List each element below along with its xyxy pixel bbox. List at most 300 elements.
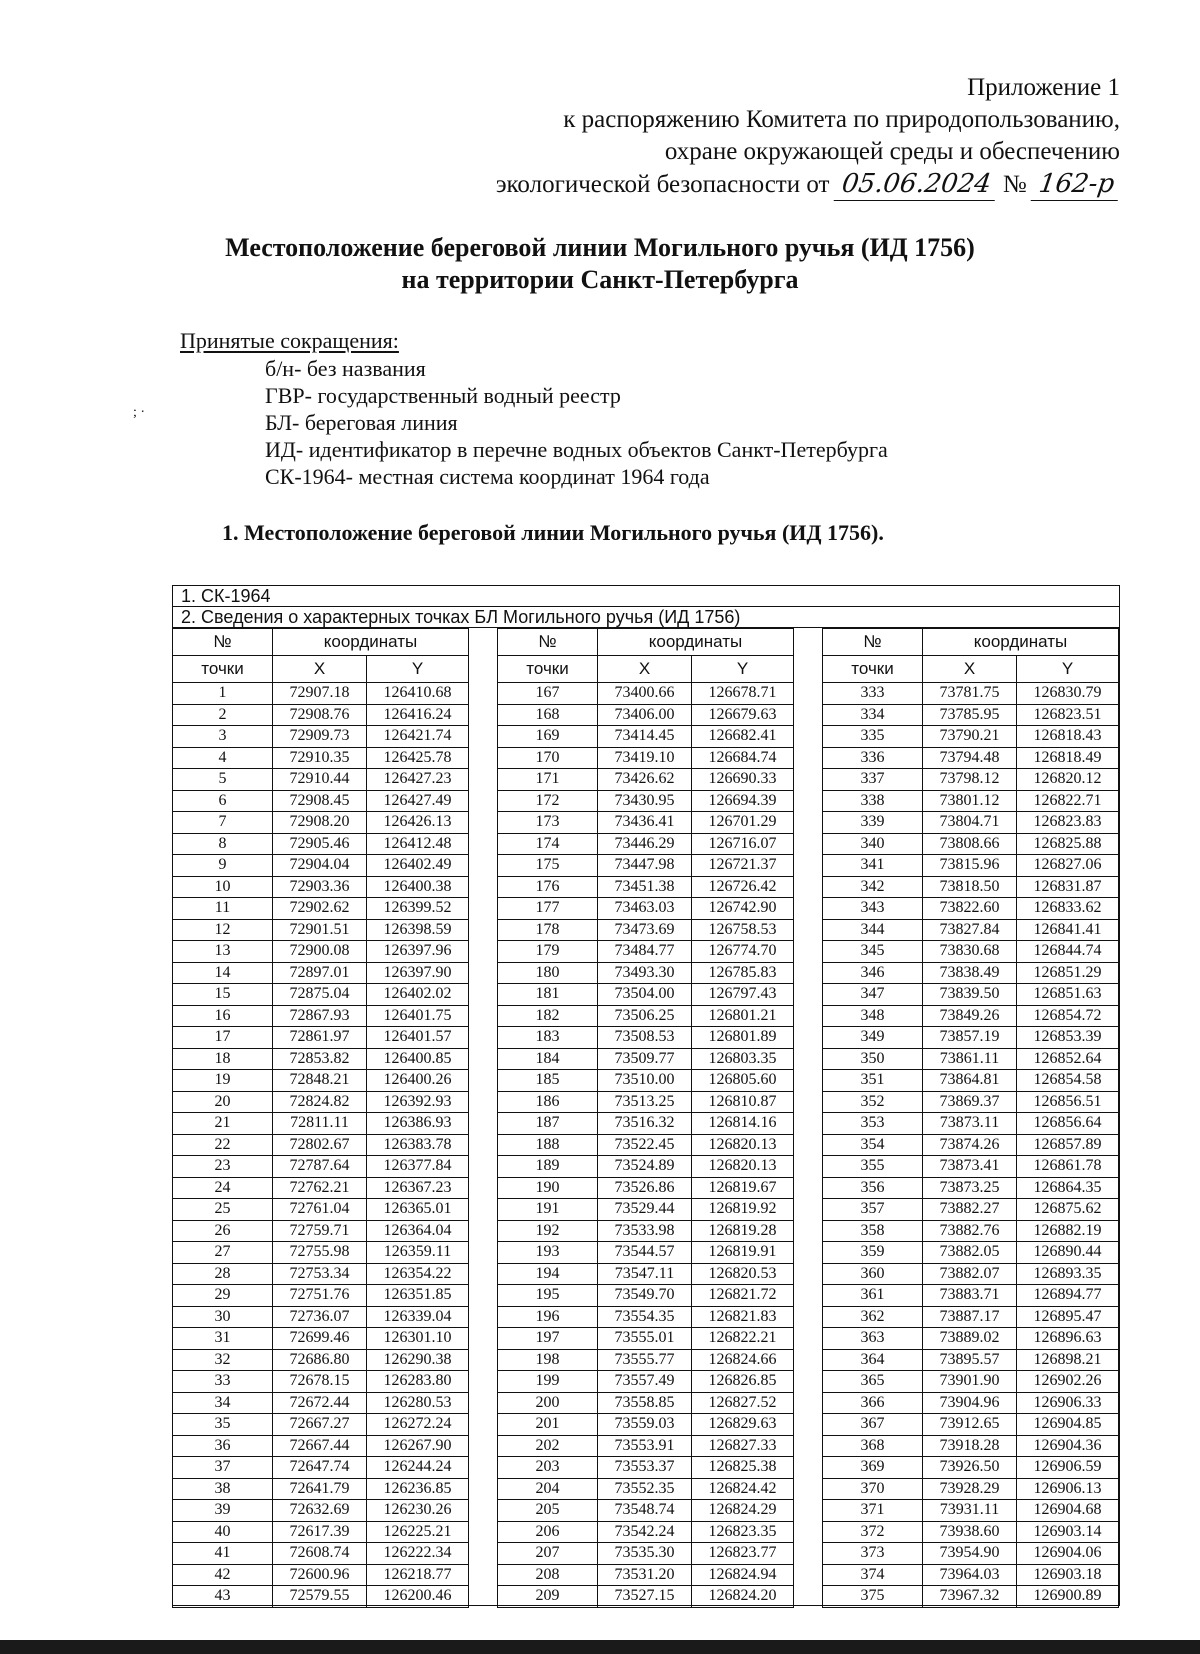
x-coordinate-cell: 73419.10 — [598, 747, 692, 769]
table-row — [498, 683, 794, 705]
table-row — [173, 726, 469, 748]
table-row — [498, 1328, 794, 1350]
point-number-cell: 182 — [498, 1005, 598, 1027]
point-number-cell: 5 — [173, 769, 273, 791]
point-number-cell: 184 — [498, 1048, 598, 1070]
x-coordinate-cell: 73447.98 — [598, 855, 692, 877]
table-row — [498, 1177, 794, 1199]
x-coordinate-cell: 73938.60 — [923, 1521, 1017, 1543]
y-coordinate-cell: 126822.21 — [692, 1328, 794, 1350]
y-coordinate-cell: 126898.21 — [1017, 1349, 1119, 1371]
point-number-cell: 27 — [173, 1242, 273, 1264]
table-row — [173, 1134, 469, 1156]
y-coordinate-cell: 126402.49 — [367, 855, 469, 877]
x-coordinate-cell: 72908.45 — [273, 790, 367, 812]
point-number-header: № — [173, 629, 273, 656]
x-coordinate-cell: 73463.03 — [598, 898, 692, 920]
y-coordinate-cell: 126410.68 — [367, 683, 469, 705]
point-number-cell: 34 — [173, 1392, 273, 1414]
table-row — [173, 1521, 469, 1543]
table-row — [823, 984, 1119, 1006]
point-number-cell: 30 — [173, 1306, 273, 1328]
point-number-cell: 177 — [498, 898, 598, 920]
y-coordinate-cell: 126851.29 — [1017, 962, 1119, 984]
y-coordinate-cell: 126824.29 — [692, 1500, 794, 1522]
table-row — [823, 919, 1119, 941]
point-number-cell: 203 — [498, 1457, 598, 1479]
point-number-cell: 374 — [823, 1564, 923, 1586]
table-row — [173, 1543, 469, 1565]
y-coordinate-cell: 126893.35 — [1017, 1263, 1119, 1285]
x-coordinate-cell: 72853.82 — [273, 1048, 367, 1070]
point-number-cell: 4 — [173, 747, 273, 769]
coordinate-system-row: 1. СК-1964 — [172, 585, 1120, 607]
x-coordinate-cell: 72667.44 — [273, 1435, 367, 1457]
table-row — [173, 1564, 469, 1586]
point-number-header: № — [823, 629, 923, 656]
table-row — [823, 876, 1119, 898]
table-row — [498, 898, 794, 920]
x-coordinate-cell: 73552.35 — [598, 1478, 692, 1500]
abbreviations-heading: Принятые сокращения: — [180, 328, 399, 353]
point-number-cell: 347 — [823, 984, 923, 1006]
y-coordinate-cell: 126833.62 — [1017, 898, 1119, 920]
point-number-cell: 369 — [823, 1457, 923, 1479]
y-coordinate-cell: 126820.13 — [692, 1134, 794, 1156]
x-coordinate-cell: 73516.32 — [598, 1113, 692, 1135]
x-coordinate-cell: 72848.21 — [273, 1070, 367, 1092]
table-row — [173, 1113, 469, 1135]
table-row — [823, 1242, 1119, 1264]
point-number-cell: 343 — [823, 898, 923, 920]
x-coordinate-cell: 73548.74 — [598, 1500, 692, 1522]
table-row — [823, 1543, 1119, 1565]
y-header: Y — [367, 656, 469, 683]
x-coordinate-cell: 72753.34 — [273, 1263, 367, 1285]
table-row — [823, 790, 1119, 812]
x-coordinate-cell: 72875.04 — [273, 984, 367, 1006]
y-coordinate-cell: 126820.12 — [1017, 769, 1119, 791]
x-coordinate-cell: 73928.29 — [923, 1478, 1017, 1500]
x-coordinate-cell: 73473.69 — [598, 919, 692, 941]
table-row — [173, 833, 469, 855]
y-coordinate-cell: 126844.74 — [1017, 941, 1119, 963]
y-coordinate-cell: 126823.51 — [1017, 704, 1119, 726]
y-coordinate-cell: 126861.78 — [1017, 1156, 1119, 1178]
table-row — [498, 726, 794, 748]
y-coordinate-cell: 126785.83 — [692, 962, 794, 984]
x-coordinate-cell: 73400.66 — [598, 683, 692, 705]
x-coordinate-cell: 73451.38 — [598, 876, 692, 898]
y-coordinate-cell: 126819.67 — [692, 1177, 794, 1199]
table-row — [173, 1478, 469, 1500]
y-coordinate-cell: 126392.93 — [367, 1091, 469, 1113]
point-number-cell: 21 — [173, 1113, 273, 1135]
order-reference-line-3 — [400, 168, 1120, 201]
y-coordinate-cell: 126841.41 — [1017, 919, 1119, 941]
table-row — [173, 1156, 469, 1178]
x-coordinate-cell: 73554.35 — [598, 1306, 692, 1328]
table-row — [173, 1091, 469, 1113]
y-coordinate-cell: 126819.91 — [692, 1242, 794, 1264]
point-number-cell: 8 — [173, 833, 273, 855]
x-coordinate-cell: 72811.11 — [273, 1113, 367, 1135]
x-coordinate-cell: 73798.12 — [923, 769, 1017, 791]
point-number-cell: 171 — [498, 769, 598, 791]
x-coordinate-cell: 72861.97 — [273, 1027, 367, 1049]
point-number-subheader: точки — [823, 656, 923, 683]
point-number-cell: 357 — [823, 1199, 923, 1221]
y-coordinate-cell: 126339.04 — [367, 1306, 469, 1328]
y-coordinate-cell: 126400.85 — [367, 1048, 469, 1070]
point-number-cell: 198 — [498, 1349, 598, 1371]
point-number-cell: 2 — [173, 704, 273, 726]
point-number-cell: 168 — [498, 704, 598, 726]
point-number-cell: 19 — [173, 1070, 273, 1092]
y-coordinate-cell: 126903.18 — [1017, 1564, 1119, 1586]
y-coordinate-cell: 126267.90 — [367, 1435, 469, 1457]
x-coordinate-cell: 72672.44 — [273, 1392, 367, 1414]
x-coordinate-cell: 72762.21 — [273, 1177, 367, 1199]
table-row — [823, 1263, 1119, 1285]
y-coordinate-cell: 126230.26 — [367, 1500, 469, 1522]
table-row — [498, 876, 794, 898]
x-coordinate-cell: 72686.80 — [273, 1349, 367, 1371]
x-coordinate-cell: 72905.46 — [273, 833, 367, 855]
table-row — [498, 704, 794, 726]
y-coordinate-cell: 126820.13 — [692, 1156, 794, 1178]
handwritten-date: 05.06.2024 — [833, 168, 999, 201]
x-coordinate-cell: 73808.66 — [923, 833, 1017, 855]
point-number-cell: 354 — [823, 1134, 923, 1156]
point-number-cell: 209 — [498, 1586, 598, 1608]
x-coordinate-cell: 73513.25 — [598, 1091, 692, 1113]
table-row — [173, 941, 469, 963]
x-coordinate-cell: 73827.84 — [923, 919, 1017, 941]
table-row — [823, 1564, 1119, 1586]
table-row — [173, 1586, 469, 1608]
point-number-cell: 14 — [173, 962, 273, 984]
x-coordinate-cell: 72901.51 — [273, 919, 367, 941]
point-number-cell: 335 — [823, 726, 923, 748]
x-coordinate-cell: 73818.50 — [923, 876, 1017, 898]
point-number-cell: 28 — [173, 1263, 273, 1285]
x-coordinate-cell: 73861.11 — [923, 1048, 1017, 1070]
y-coordinate-cell: 126895.47 — [1017, 1306, 1119, 1328]
point-number-cell: 42 — [173, 1564, 273, 1586]
point-number-cell: 364 — [823, 1349, 923, 1371]
x-coordinate-cell: 72600.96 — [273, 1564, 367, 1586]
table-row — [173, 1199, 469, 1221]
y-coordinate-cell: 126682.41 — [692, 726, 794, 748]
y-coordinate-cell: 126904.68 — [1017, 1500, 1119, 1522]
y-coordinate-cell: 126225.21 — [367, 1521, 469, 1543]
point-number-cell: 206 — [498, 1521, 598, 1543]
point-number-cell: 192 — [498, 1220, 598, 1242]
x-coordinate-cell: 73889.02 — [923, 1328, 1017, 1350]
y-coordinate-cell: 126810.87 — [692, 1091, 794, 1113]
x-coordinate-cell: 72897.01 — [273, 962, 367, 984]
point-number-cell: 43 — [173, 1586, 273, 1608]
x-coordinate-cell: 72904.04 — [273, 855, 367, 877]
x-coordinate-cell: 73493.30 — [598, 962, 692, 984]
y-coordinate-cell: 126383.78 — [367, 1134, 469, 1156]
table-row — [498, 1220, 794, 1242]
point-number-cell: 172 — [498, 790, 598, 812]
y-coordinate-cell: 126690.33 — [692, 769, 794, 791]
document-title-line-2: на территории Санкт-Петербурга — [401, 265, 799, 294]
x-coordinate-cell: 73873.25 — [923, 1177, 1017, 1199]
y-coordinate-cell: 126822.71 — [1017, 790, 1119, 812]
x-coordinate-cell: 73406.00 — [598, 704, 692, 726]
abbreviation-item: ИД- идентификатор в перечне водных объектов Санкт-Петербурга — [265, 437, 888, 462]
y-coordinate-cell: 126280.53 — [367, 1392, 469, 1414]
point-number-cell: 29 — [173, 1285, 273, 1307]
table-row — [498, 1306, 794, 1328]
y-coordinate-cell: 126826.85 — [692, 1371, 794, 1393]
x-coordinate-cell: 72759.71 — [273, 1220, 367, 1242]
table-row — [498, 1392, 794, 1414]
table-row — [173, 683, 469, 705]
y-coordinate-cell: 126400.26 — [367, 1070, 469, 1092]
y-coordinate-cell: 126904.06 — [1017, 1543, 1119, 1565]
point-number-cell: 3 — [173, 726, 273, 748]
x-coordinate-cell: 73849.26 — [923, 1005, 1017, 1027]
y-coordinate-cell: 126412.48 — [367, 833, 469, 855]
x-coordinate-cell: 73904.96 — [923, 1392, 1017, 1414]
table-row — [173, 1414, 469, 1436]
point-number-cell: 336 — [823, 747, 923, 769]
x-coordinate-cell: 72908.20 — [273, 812, 367, 834]
table-row — [498, 1478, 794, 1500]
x-coordinate-cell: 73509.77 — [598, 1048, 692, 1070]
y-coordinate-cell: 126819.28 — [692, 1220, 794, 1242]
table-row — [173, 1349, 469, 1371]
y-coordinate-cell: 126824.94 — [692, 1564, 794, 1586]
y-coordinate-cell: 126801.21 — [692, 1005, 794, 1027]
table-row — [823, 769, 1119, 791]
table-row — [173, 1285, 469, 1307]
y-coordinate-cell: 126397.90 — [367, 962, 469, 984]
point-number-cell: 359 — [823, 1242, 923, 1264]
y-coordinate-cell: 126819.92 — [692, 1199, 794, 1221]
point-number-cell: 167 — [498, 683, 598, 705]
table-row — [823, 1005, 1119, 1027]
table-row — [173, 704, 469, 726]
document-title — [0, 232, 1200, 296]
x-coordinate-cell: 72900.08 — [273, 941, 367, 963]
x-coordinate-cell: 73801.12 — [923, 790, 1017, 812]
point-number-cell: 350 — [823, 1048, 923, 1070]
table-row — [498, 984, 794, 1006]
table-row — [498, 919, 794, 941]
point-number-cell: 196 — [498, 1306, 598, 1328]
x-coordinate-cell: 73781.75 — [923, 683, 1017, 705]
table-row — [823, 1134, 1119, 1156]
handwritten-order-number: 162-р — [1031, 168, 1123, 201]
y-coordinate-cell: 126823.77 — [692, 1543, 794, 1565]
table-row — [173, 1306, 469, 1328]
y-coordinate-cell: 126864.35 — [1017, 1177, 1119, 1199]
point-number-cell: 338 — [823, 790, 923, 812]
point-number-cell: 1 — [173, 683, 273, 705]
x-coordinate-cell: 73918.28 — [923, 1435, 1017, 1457]
point-number-cell: 363 — [823, 1328, 923, 1350]
point-number-subheader: точки — [498, 656, 598, 683]
x-coordinate-cell: 73873.41 — [923, 1156, 1017, 1178]
point-number-cell: 361 — [823, 1285, 923, 1307]
y-coordinate-cell: 126301.10 — [367, 1328, 469, 1350]
x-coordinate-cell: 73555.01 — [598, 1328, 692, 1350]
scan-edge — [0, 1640, 1200, 1654]
coordinates-body — [173, 683, 469, 1608]
x-coordinate-cell: 73558.85 — [598, 1392, 692, 1414]
table-row — [823, 1478, 1119, 1500]
table-row — [498, 1371, 794, 1393]
table-row — [823, 1091, 1119, 1113]
y-coordinate-cell: 126821.72 — [692, 1285, 794, 1307]
y-coordinate-cell: 126906.59 — [1017, 1457, 1119, 1479]
y-coordinate-cell: 126272.24 — [367, 1414, 469, 1436]
x-coordinate-cell: 73522.45 — [598, 1134, 692, 1156]
y-coordinate-cell: 126856.64 — [1017, 1113, 1119, 1135]
y-coordinate-cell: 126398.59 — [367, 919, 469, 941]
point-number-cell: 201 — [498, 1414, 598, 1436]
table-row — [823, 683, 1119, 705]
coordinates-body — [498, 683, 794, 1608]
y-coordinate-cell: 126902.26 — [1017, 1371, 1119, 1393]
point-number-cell: 183 — [498, 1027, 598, 1049]
point-number-cell: 194 — [498, 1263, 598, 1285]
point-number-cell: 181 — [498, 984, 598, 1006]
point-number-cell: 17 — [173, 1027, 273, 1049]
y-coordinate-cell: 126742.90 — [692, 898, 794, 920]
coordinates-table-3 — [822, 628, 1119, 1608]
point-number-cell: 169 — [498, 726, 598, 748]
table-row — [498, 1070, 794, 1092]
y-coordinate-cell: 126906.13 — [1017, 1478, 1119, 1500]
y-header: Y — [1017, 656, 1119, 683]
y-coordinate-cell: 126904.36 — [1017, 1435, 1119, 1457]
x-coordinate-cell: 73901.90 — [923, 1371, 1017, 1393]
table-row — [173, 1457, 469, 1479]
table-row — [498, 1543, 794, 1565]
x-coordinate-cell: 72867.93 — [273, 1005, 367, 1027]
table-row — [173, 984, 469, 1006]
point-number-cell: 353 — [823, 1113, 923, 1135]
x-coordinate-cell: 73926.50 — [923, 1457, 1017, 1479]
y-coordinate-cell: 126367.23 — [367, 1177, 469, 1199]
table-row — [498, 1242, 794, 1264]
point-number-cell: 346 — [823, 962, 923, 984]
point-number-cell: 191 — [498, 1199, 598, 1221]
point-number-cell: 373 — [823, 1543, 923, 1565]
y-coordinate-cell: 126906.33 — [1017, 1392, 1119, 1414]
y-coordinate-cell: 126797.43 — [692, 984, 794, 1006]
appendix-label: Приложение 1 — [967, 74, 1120, 101]
x-coordinate-cell: 73857.19 — [923, 1027, 1017, 1049]
table-row — [173, 812, 469, 834]
x-coordinate-cell: 73506.25 — [598, 1005, 692, 1027]
table-row — [498, 1457, 794, 1479]
y-coordinate-cell: 126290.38 — [367, 1349, 469, 1371]
table-row — [498, 1156, 794, 1178]
order-reference-line-1: к распоряжению Комитета по природопользованию, — [563, 106, 1120, 133]
y-coordinate-cell: 126821.83 — [692, 1306, 794, 1328]
order-reference-prefix: экологической безопасности от — [495, 171, 830, 198]
y-coordinate-cell: 126351.85 — [367, 1285, 469, 1307]
x-coordinate-cell: 73882.27 — [923, 1199, 1017, 1221]
table-row — [498, 1586, 794, 1608]
table-row — [173, 1048, 469, 1070]
x-coordinate-cell: 73869.37 — [923, 1091, 1017, 1113]
table-row — [823, 1457, 1119, 1479]
y-coordinate-cell: 126678.71 — [692, 683, 794, 705]
table-row — [498, 769, 794, 791]
table-row — [173, 876, 469, 898]
x-coordinate-cell: 73882.05 — [923, 1242, 1017, 1264]
x-coordinate-cell: 72903.36 — [273, 876, 367, 898]
y-coordinate-cell: 126684.74 — [692, 747, 794, 769]
point-number-cell: 176 — [498, 876, 598, 898]
table-row — [498, 1435, 794, 1457]
point-number-cell: 344 — [823, 919, 923, 941]
point-number-cell: 35 — [173, 1414, 273, 1436]
x-coordinate-cell: 73912.65 — [923, 1414, 1017, 1436]
point-number-cell: 32 — [173, 1349, 273, 1371]
point-number-cell: 37 — [173, 1457, 273, 1479]
table-row — [498, 1263, 794, 1285]
scan-artifact: ; · — [133, 405, 146, 420]
table-row — [823, 1392, 1119, 1414]
table-row — [173, 1371, 469, 1393]
table-row — [823, 1371, 1119, 1393]
point-number-cell: 193 — [498, 1242, 598, 1264]
y-coordinate-cell: 126904.85 — [1017, 1414, 1119, 1436]
table-row — [823, 833, 1119, 855]
point-number-cell: 195 — [498, 1285, 598, 1307]
x-coordinate-cell: 73931.11 — [923, 1500, 1017, 1522]
y-coordinate-cell: 126875.62 — [1017, 1199, 1119, 1221]
table-row — [173, 790, 469, 812]
x-coordinate-cell: 73542.24 — [598, 1521, 692, 1543]
x-coordinate-cell: 73430.95 — [598, 790, 692, 812]
point-number-cell: 9 — [173, 855, 273, 877]
x-coordinate-cell: 72824.82 — [273, 1091, 367, 1113]
y-coordinate-cell: 126851.63 — [1017, 984, 1119, 1006]
point-number-cell: 200 — [498, 1392, 598, 1414]
point-number-cell: 173 — [498, 812, 598, 834]
y-coordinate-cell: 126903.14 — [1017, 1521, 1119, 1543]
y-coordinate-cell: 126824.42 — [692, 1478, 794, 1500]
point-number-cell: 25 — [173, 1199, 273, 1221]
table-row — [173, 1392, 469, 1414]
coordinates-header: координаты — [598, 629, 794, 656]
y-coordinate-cell: 126814.16 — [692, 1113, 794, 1135]
point-number-cell: 31 — [173, 1328, 273, 1350]
y-coordinate-cell: 126421.74 — [367, 726, 469, 748]
table-row — [498, 1113, 794, 1135]
table-row — [498, 1521, 794, 1543]
point-number-cell: 360 — [823, 1263, 923, 1285]
table-row — [823, 1285, 1119, 1307]
table-row — [173, 1177, 469, 1199]
point-number-cell: 370 — [823, 1478, 923, 1500]
x-coordinate-cell: 73790.21 — [923, 726, 1017, 748]
x-coordinate-cell: 73804.71 — [923, 812, 1017, 834]
y-coordinate-cell: 126386.93 — [367, 1113, 469, 1135]
table-row — [823, 1177, 1119, 1199]
